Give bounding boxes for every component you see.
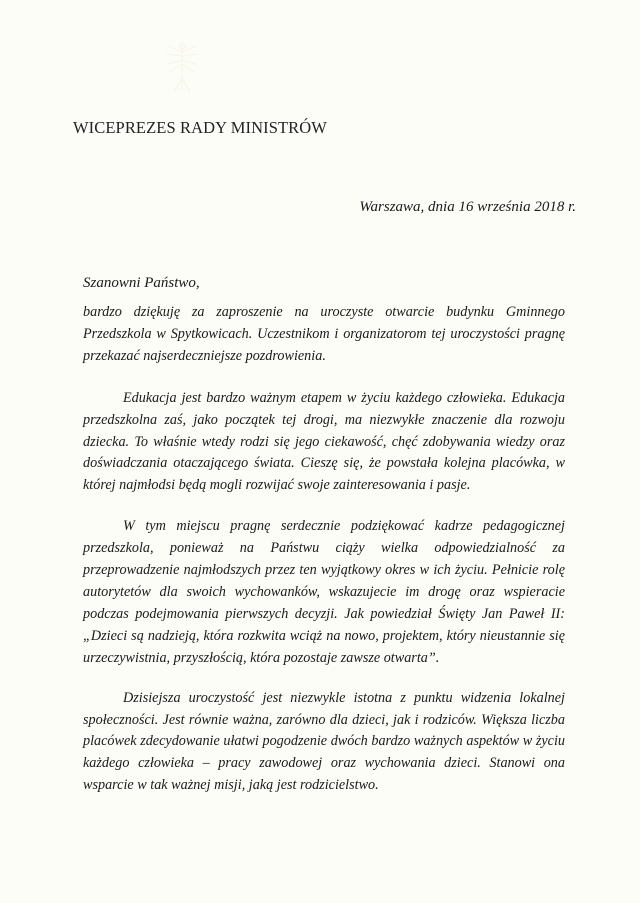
date-place-line: Warszawa, dnia 16 września 2018 r. [359,199,576,215]
salutation: Szanowni Państwo, [83,275,200,291]
paragraph-community: Dzisiejsza uroczystość jest niezwykle istotna z punktu widzenia lokalnej społeczności. Jest równie ważna, zarówno dla dzieci, jak i rodziców. Większa liczba placówek zdecydowanie ułatwi pogodzenie dwóch bardzo ważnych aspektów w życiu każdego człowieka – pracy zawodowej oraz wychowania dzieci. Stanowi ona wsparcie w tak ważnej misji, jaką jest rodzicielstwo. [83,689,565,794]
paragraph-education: Edukacja jest bardzo ważnym etapem w życiu każdego człowieka. Edukacja przedszkolna zaś, jako początek tej drogi, ma niezwykłe znaczenie dla rozwoju dziecka. To właśnie wtedy rodzi się jego ciekawość, chęć zdobywania wiedzy oraz doświadczania otaczającego świata. Cieszę się, że powstała kolejna placówka, w której najmłodsi będą mogli rozwijać swoje zainteresowania i pasje. [83,389,565,494]
letter-body [83,302,565,817]
polish-eagle-emblem-icon [160,38,204,98]
paragraph-thanks-staff: W tym miejscu pragnę serdecznie podziękować kadrze pedagogicznej przedszkola, ponieważ na Państwu ciąży wielka odpowiedzialność za przeprowadzenie najmłodszych przez ten wyjątkowy okres w ich życiu. Pełnicie rolę autorytetów dla swoich wychowanków, wskazujecie im drogę oraz wspieracie podczas podejmowania pierwszych decyzji. Jak powiedział Święty Jan Paweł II: „Dzieci są nadzieją, która rozkwita wciąż na nowo, projektem, który nieustannie się urzeczywistnia, przyszłością, która pozostaje zawsze otwarta”. [83,518,565,666]
paragraph-intro: bardzo dziękuję za zaproszenie na uroczyste otwarcie budynku Gminnego Przedszkola w Spytkowicach. Uczestnikom i organizatorom tej uroczystości pragnę przekazać najserdeczniejsze pozdrowienia. [83,304,565,364]
letterhead-title: WICEPREZES RADY MINISTRÓW [73,118,327,137]
